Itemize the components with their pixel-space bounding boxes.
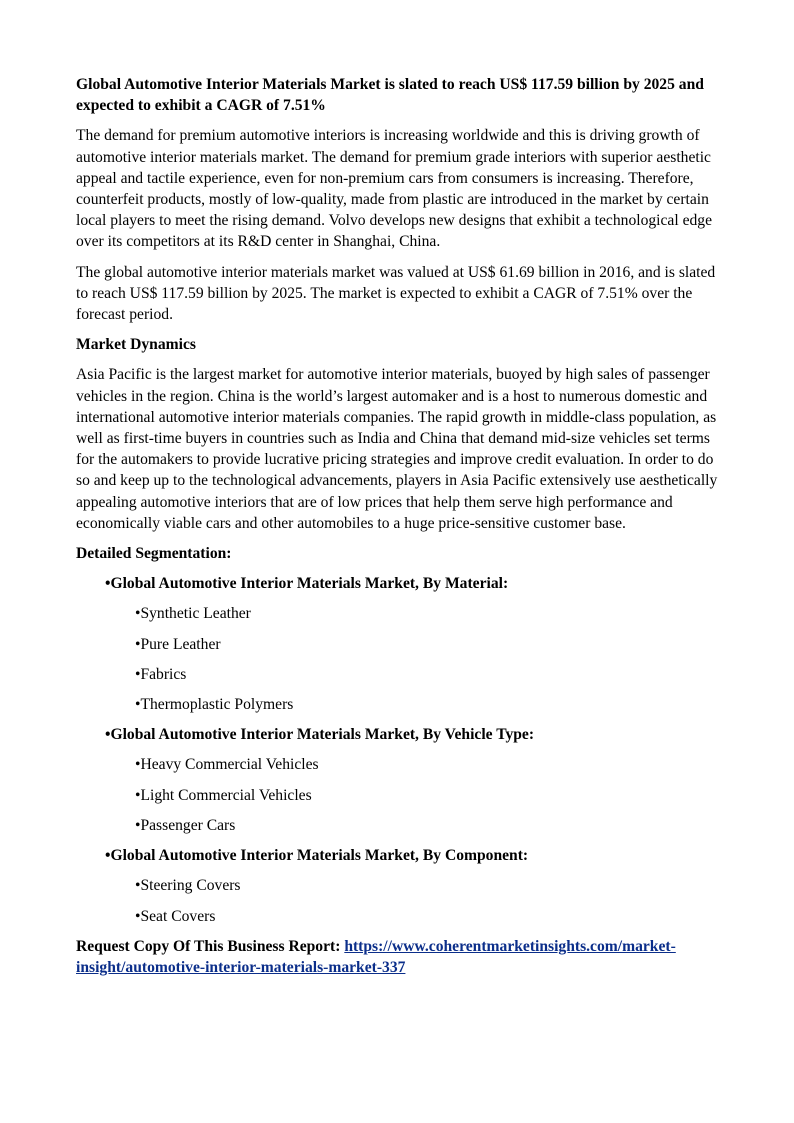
request-copy-label: Request Copy Of This Business Report:	[76, 937, 345, 955]
segment-vehicle-type-heading: •Global Automotive Interior Materials Market, By Vehicle Type:	[105, 726, 535, 744]
segment-vehicle-type-item: •Heavy Commercial Vehicles	[135, 756, 319, 774]
report-link[interactable]: https://www.coherentmarketinsights.com/market-insight/automotive-interior-materials-market-337	[76, 937, 676, 976]
market-dynamics-heading: Market Dynamics	[76, 336, 196, 354]
segment-material-item: •Fabrics	[135, 665, 187, 683]
segment-material-item: •Pure Leather	[135, 635, 221, 653]
market-dynamics-paragraph: Asia Pacific is the largest market for automotive interior materials, buoyed by high sales of passenger vehicles in the region. China is the world’s largest automaker and is a host to numerous domestic and international automotive interior materials companies. The rapid growth in middle-class population, as well as first-time buyers in countries such as India and China that demand mid-size vehicles set terms for the automakers to provide lucrative pricing strategies and improve credit evaluation. In order to do so and keep up to the technological advancements, players in Asia Pacific extensively use aesthetically appealing automotive interiors that are of low prices that help them serve high performance and economically viable cars and other automobiles to a huge price-sensitive customer base.	[76, 366, 718, 532]
valuation-paragraph: The global automotive interior materials market was valued at US$ 61.69 billion in 2016, and is slated to reach US$ 117.59 billion by 2025. The market is expected to exhibit a CAGR of 7.51% over the forecast period.	[76, 263, 716, 324]
segmentation-heading: Detailed Segmentation:	[76, 545, 232, 563]
request-copy-line	[76, 936, 718, 978]
segment-material-heading: •Global Automotive Interior Materials Market, By Material:	[105, 575, 509, 593]
segment-vehicle-type-item: •Passenger Cars	[135, 816, 236, 834]
segment-component-item: •Steering Covers	[135, 877, 241, 895]
segment-vehicle-type-item: •Light Commercial Vehicles	[135, 786, 312, 804]
segment-component-item: •Seat Covers	[135, 907, 216, 925]
segment-component-heading: •Global Automotive Interior Materials Market, By Component:	[105, 847, 529, 865]
document-title: Global Automotive Interior Materials Market is slated to reach US$ 117.59 billion by 2025 and expected to exhibit a CAGR of 7.51%	[76, 76, 704, 115]
segment-material-item: •Thermoplastic Polymers	[135, 696, 294, 714]
segment-material-item: •Synthetic Leather	[135, 605, 251, 623]
intro-paragraph: The demand for premium automotive interiors is increasing worldwide and this is driving growth of automotive interior materials market. The demand for premium grade interiors with superior aesthetic appeal and tactile experience, even for non-premium cars from consumers is increasing. Therefore, counterfeit products, mostly of low-quality, made from plastic are introduced in the market by certain local players to meet the rising demand. Volvo develops new designs that exhibit a technological edge over its competitors at its R&D center in Shanghai, China.	[76, 127, 713, 251]
